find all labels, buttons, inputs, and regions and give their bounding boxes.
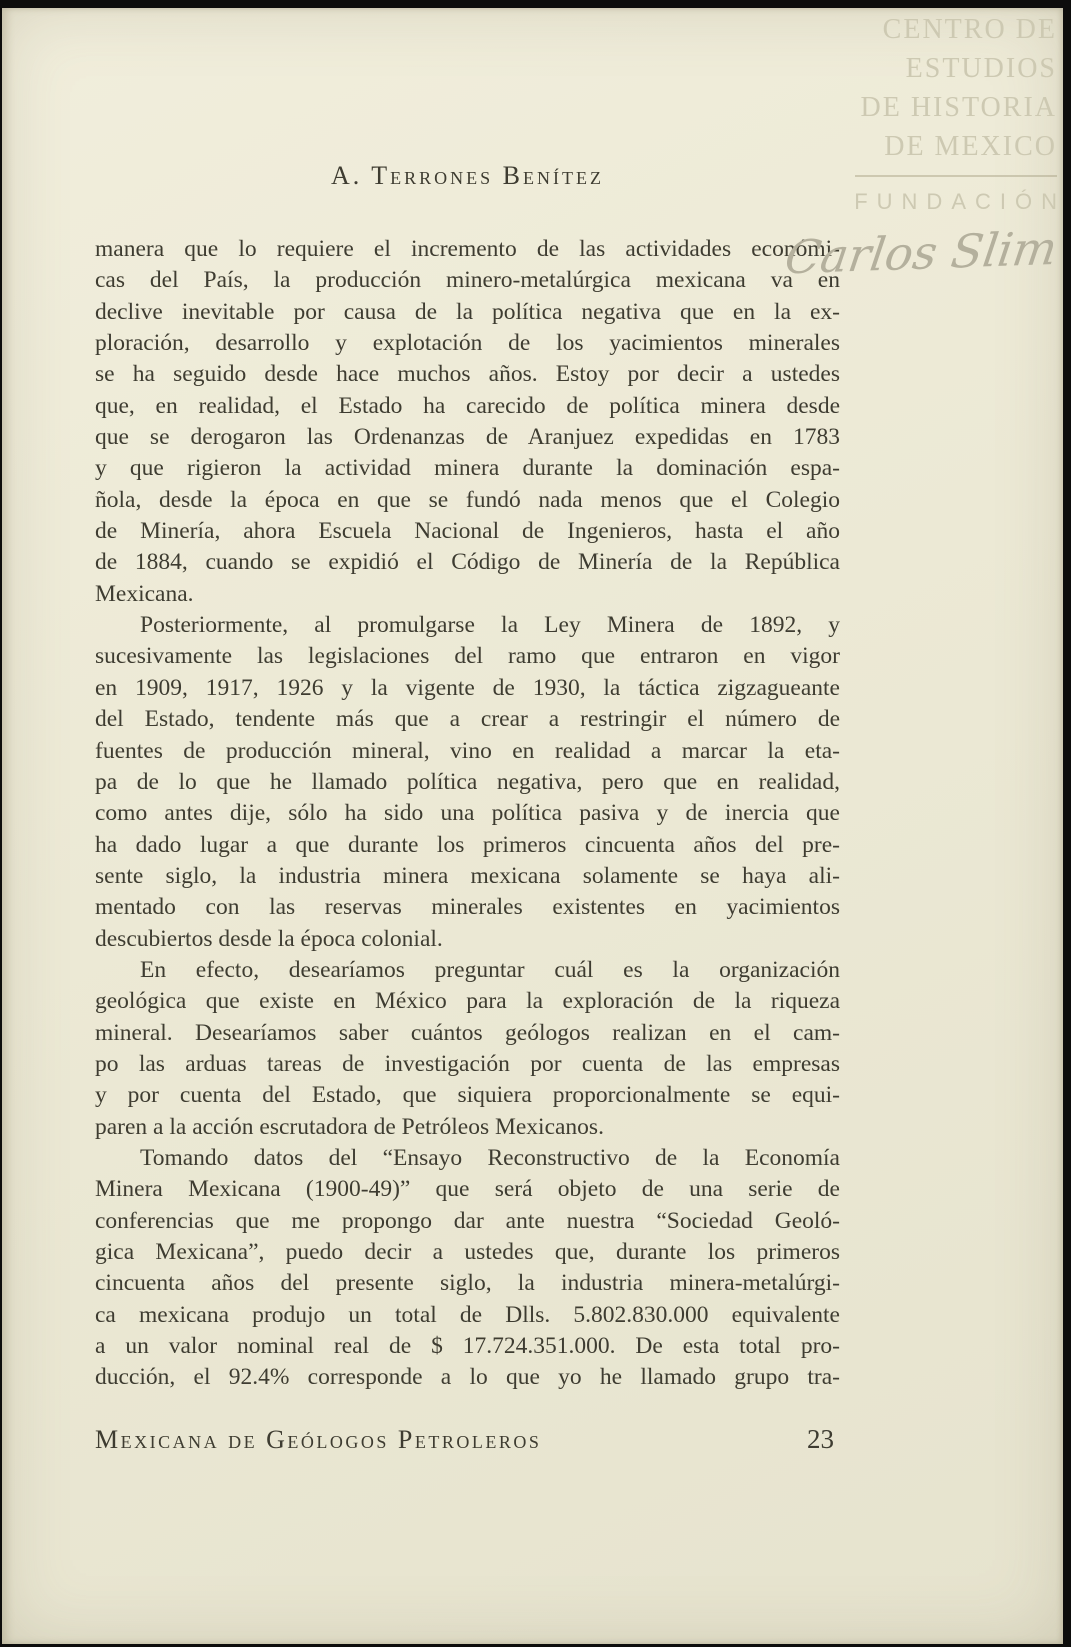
text-line: conferencias que me propongo dar ante nuestra “Sociedad Geoló-: [95, 1207, 840, 1234]
text-line: po las arduas tareas de investigación por cuenta de las empresas: [95, 1050, 840, 1077]
text-line: de Minería, ahora Escuela Nacional de Ingenieros, hasta el año: [95, 518, 840, 545]
text-line: sucesivamente las legislaciones del ramo que entraron en vigor: [95, 643, 840, 670]
text-line: manera que lo requiere el incremento de las actividades económi-: [95, 236, 840, 262]
text-line: que se derogaron las Ordenanzas de Aranjuez expedidas en 1783: [95, 424, 840, 451]
text-line: mineral. Desearíamos saber cuántos geólogos realizan en el cam-: [95, 1019, 840, 1046]
watermark-line: ESTUDIOS: [905, 53, 1057, 84]
book-page: [2, 8, 1063, 1644]
text-line: como antes dije, sólo ha sido una política pasiva y de inercia que: [95, 800, 840, 827]
text-line: mentado con las reservas minerales existentes en yacimientos: [95, 894, 840, 921]
footer: [95, 1424, 840, 1455]
text-line: pa de lo que he llamado política negativa, pero que en realidad,: [95, 768, 840, 795]
text-line: que, en realidad, el Estado ha carecido de política minera desde: [95, 392, 840, 419]
text-line: Tomando datos del “Ensayo Reconstructivo de la Economía: [140, 1144, 840, 1171]
watermark-line: DE HISTORIA: [860, 92, 1057, 123]
text-line: geológica que existe en México para la exploración de la riqueza: [95, 988, 840, 1015]
text-line: En efecto, desearíamos preguntar cuál es la organización: [140, 956, 840, 983]
text-line: del Estado, tendente más que a crear a restringir el número de: [95, 706, 840, 733]
text-line: paren a la acción escrutadora de Petróleos Mexicanos.: [95, 1113, 604, 1140]
text-line: a un valor nominal real de $ 17.724.351.000. De esta total pro-: [95, 1333, 840, 1360]
body-text: [95, 234, 840, 1394]
running-footer: Mexicana de Geólogos Petroleros: [95, 1425, 542, 1454]
running-header: A. Terrones Benítez: [330, 161, 604, 190]
watermark-signature: Carlos Slim: [781, 221, 1061, 285]
text-line: sente siglo, la industria minera mexicana solamente se haya ali-: [95, 862, 840, 889]
text-line: ñola, desde la época en que se fundó nada menos que el Colegio: [95, 486, 840, 513]
watermark-line: DE MEXICO: [884, 131, 1057, 162]
text-line: descubiertos desde la época colonial.: [95, 925, 443, 952]
text-line: ducción, el 92.4% corresponde a lo que yo he llamado grupo tra-: [95, 1364, 840, 1391]
text-line: gica Mexicana”, puedo decir a ustedes que, durante los primeros: [95, 1239, 840, 1265]
watermark-line: CENTRO DE: [882, 14, 1057, 45]
text-line: y que rigieron la actividad minera durante la dominación espa-: [95, 455, 840, 482]
text-line: ploración, desarrollo y explotación de los yacimientos minerales: [95, 330, 840, 357]
text-line: y por cuenta del Estado, que siquiera proporcionalmente se equi-: [95, 1082, 840, 1109]
text-line: declive inevitable por causa de la política negativa que en la ex-: [95, 298, 840, 325]
text-line: cas del País, la producción minero-metalúrgica mexicana va en: [95, 267, 840, 294]
text-line: de 1884, cuando se expidió el Código de Minería de la República: [95, 549, 840, 576]
text-line: cincuenta años del presente siglo, la industria minera-metalúrgi-: [95, 1270, 840, 1297]
text-line: Mexicana.: [95, 580, 194, 607]
text-line: ha dado lugar a que durante los primeros cincuenta años del pre-: [95, 831, 840, 858]
text-line: en 1909, 1917, 1926 y la vigente de 1930, la táctica zigzagueante: [95, 674, 840, 701]
text-line: ca mexicana produjo un total de Dlls. 5.802.830.000 equivalente: [95, 1301, 840, 1328]
page-number: 23: [807, 1424, 834, 1454]
text-line: Minera Mexicana (1900-49)” que será objeto de una serie de: [95, 1176, 840, 1203]
text-line: Posteriormente, al promulgarse la Ley Minera de 1892, y: [140, 612, 840, 639]
text-line: fuentes de producción mineral, vino en realidad a marcar la eta-: [95, 737, 840, 764]
watermark-foundation: FUNDACIÓN: [854, 189, 1066, 214]
text-line: se ha seguido desde hace muchos años. Estoy por decir a ustedes: [95, 361, 840, 388]
